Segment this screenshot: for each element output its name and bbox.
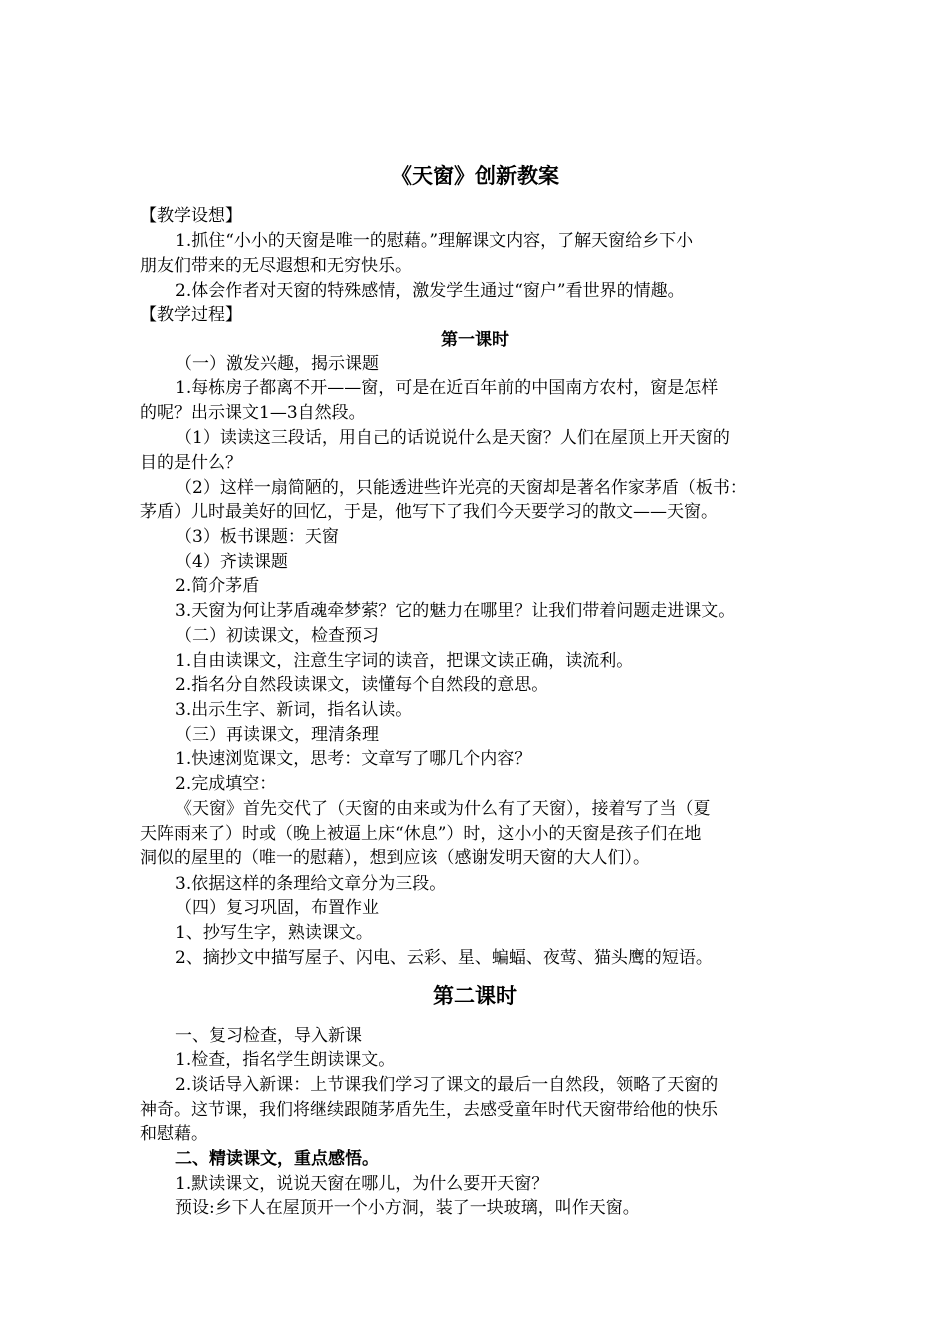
paragraph-line: 1.自由读课文，注意生字词的读音，把课文读正确，读流利。 [175,651,634,671]
paragraph-line: 预设:乡下人在屋顶开一个小方洞，装了一块玻璃，叫作天窗。 [175,1198,640,1218]
paragraph-line: 2.谈话导入新课：上节课我们学习了课文的最后一自然段，领略了天窗的 [175,1075,719,1095]
paragraph-line: （4）齐读课题 [175,552,288,572]
document-title: 《天窗》创新教案 [391,163,559,188]
paragraph-line: 1、抄写生字，熟读课文。 [175,923,373,943]
paragraph-line: 1.快速浏览课文，思考：文章写了哪几个内容？ [175,749,532,769]
paragraph-line: 的呢？出示课文1—3自然段。 [140,403,366,423]
paragraph-line: （3）板书课题：天窗 [175,527,339,547]
paragraph-line: 2.完成填空： [175,774,277,794]
paragraph-line: 神奇。这节课，我们将继续跟随茅盾先生，去感受童年时代天窗带给他的快乐 [140,1100,718,1120]
paragraph-line: 朋友们带来的无尽遐想和无穷快乐。 [140,256,412,276]
section-heading-process: 【教学过程】 [140,305,242,325]
subsection-heading: （三）再读课文，理清条理 [175,725,379,745]
paragraph-line: 天阵雨来了）时或（晚上被逼上床“休息”）时，这小小的天窗是孩子们在地 [140,824,702,844]
paragraph-line: 3.天窗为何让茅盾魂牵梦萦？它的魅力在哪里？让我们带着问题走进课文。 [175,601,736,621]
paragraph-line: 1.默读课文，说说天窗在哪儿，为什么要开天窗？ [175,1174,549,1194]
lesson-2-title: 第二课时 [433,983,517,1008]
subsection-heading-bold: 二、精读课文，重点感悟。 [175,1149,379,1169]
paragraph-line: 1.检查，指名学生朗读课文。 [175,1050,396,1070]
paragraph-line: 3.依据这样的条理给文章分为三段。 [175,874,447,894]
section-heading-design: 【教学设想】 [140,206,242,226]
paragraph-line: 2.指名分自然段读课文，读懂每个自然段的意思。 [175,675,549,695]
paragraph-line: 1.每栋房子都离不开——窗，可是在近百年前的中国南方农村，窗是怎样 [175,378,719,398]
lesson-1-title: 第一课时 [441,330,509,350]
paragraph-line: （2）这样一扇简陋的，只能透进些许光亮的天窗却是著名作家茅盾（板书： [175,478,747,498]
subsection-heading: （二）初读课文，检查预习 [175,626,379,646]
paragraph-line: 茅盾）儿时最美好的回忆，于是，他写下了我们今天要学习的散文——天窗。 [140,502,718,522]
paragraph-line: （1）读读这三段话，用自己的话说说什么是天窗？人们在屋顶上开天窗的 [175,428,730,448]
paragraph-line: 2、摘抄文中描写屋子、闪电、云彩、星、蝙蝠、夜莺、猫头鹰的短语。 [175,948,713,968]
paragraph-line: 2.简介茅盾 [175,576,260,596]
subsection-heading: （四）复习巩固，布置作业 [175,898,379,918]
paragraph-line: 洞似的屋里的（唯一的慰藉），想到应该（感谢发明天窗的大人们）。 [140,848,650,868]
paragraph-line: 2.体会作者对天窗的特殊感情，激发学生通过“窗户”看世界的情趣。 [175,281,685,301]
paragraph-line: 目的是什么？ [140,453,242,473]
subsection-heading: （一）激发兴趣，揭示课题 [175,354,379,374]
paragraph-line: 《天窗》首先交代了（天窗的由来或为什么有了天窗），接着写了当（夏 [175,799,711,819]
paragraph-line: 和慰藉。 [140,1124,208,1144]
paragraph-line: 3.出示生字、新词，指名认读。 [175,700,413,720]
subsection-heading: 一、复习检查，导入新课 [175,1026,362,1046]
paragraph-line: 1.抓住“小小的天窗是唯一的慰藉。”理解课文内容，了解天窗给乡下小 [175,231,694,251]
